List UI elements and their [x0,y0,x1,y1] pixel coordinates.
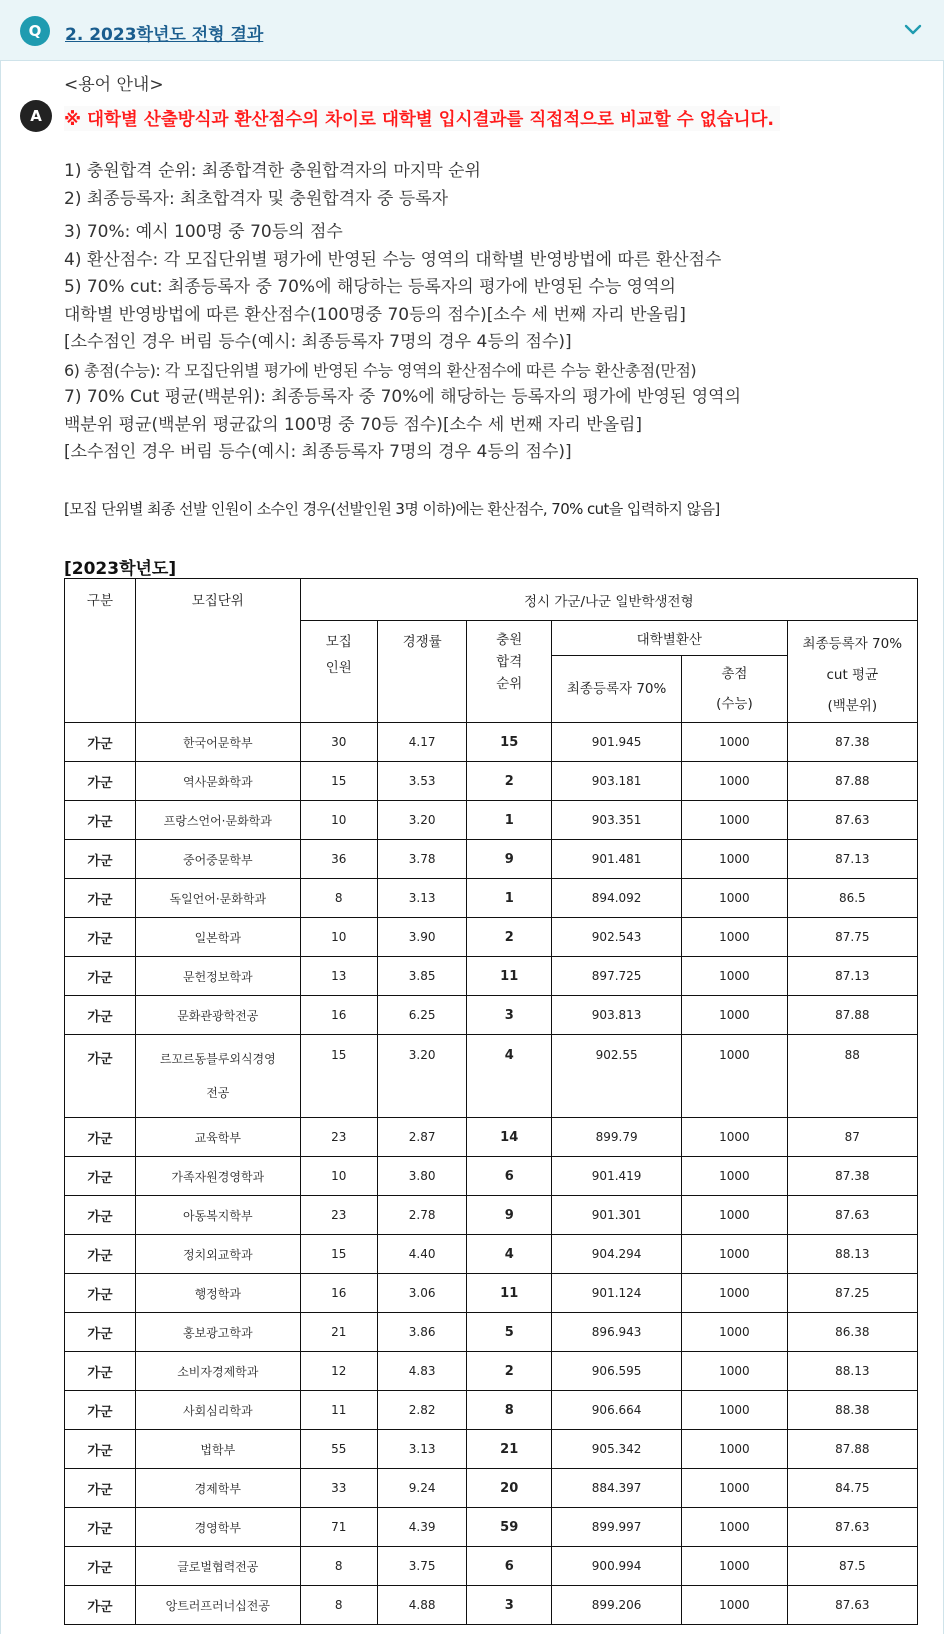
cell-quota: 16 [300,1274,377,1313]
cell-pct: 87.25 [787,1274,917,1313]
cell-unit: 경제학부 [135,1469,300,1508]
question-header[interactable] [0,0,944,61]
cell-gun: 가군 [65,1352,136,1391]
cell-competition: 4.17 [377,723,467,762]
cell-pct: 88.13 [787,1352,917,1391]
note-line: 1) 충원합격 순위: 최종합격한 충원합격자의 마지막 순위 [64,161,481,181]
notice-text: [모집 단위별 최종 선발 인원이 소수인 경우(선발인원 3명 이하)에는 환산점수, 70% cut을 입력하지 않음] [64,500,720,518]
cell-rank: 6 [467,1547,551,1586]
cell-rank: 8 [467,1391,551,1430]
cell-rank: 1 [467,801,551,840]
table-row [65,1235,918,1274]
cell-rank: 2 [467,762,551,801]
table-row [65,762,918,801]
cell-rank: 15 [467,723,551,762]
cell-gun: 가군 [65,801,136,840]
cell-conv70: 902.55 [551,1035,681,1118]
cell-unit: 일본학과 [135,918,300,957]
cell-rank: 11 [467,957,551,996]
cell-pct: 86.38 [787,1313,917,1352]
header-total: 총점 (수능) [682,656,787,723]
cell-gun: 가군 [65,840,136,879]
cell-gun: 가군 [65,1235,136,1274]
cell-quota: 16 [300,996,377,1035]
cell-total: 1000 [682,1352,787,1391]
cell-pct: 87.88 [787,762,917,801]
cell-pct: 87.75 [787,918,917,957]
cell-total: 1000 [682,1157,787,1196]
cell-competition: 4.40 [377,1235,467,1274]
cell-competition: 3.78 [377,840,467,879]
note-line: 4) 환산점수: 각 모집단위별 평가에 반영된 수능 영역의 대학별 반영방법에 따른 환산점수 [64,249,722,270]
cell-pct: 87.63 [787,1196,917,1235]
cell-gun: 가군 [65,1469,136,1508]
cell-rank: 6 [467,1157,551,1196]
cell-quota: 12 [300,1352,377,1391]
cell-quota: 11 [300,1391,377,1430]
cell-quota: 23 [300,1196,377,1235]
cell-total: 1000 [682,1547,787,1586]
cell-gun: 가군 [65,762,136,801]
header-gubun: 구분 [65,579,136,723]
cell-rank: 3 [467,996,551,1035]
table-row [65,1508,918,1547]
cell-conv70: 903.813 [551,996,681,1035]
cell-unit: 법학부 [135,1430,300,1469]
cell-pct: 86.5 [787,879,917,918]
cell-conv70: 905.342 [551,1430,681,1469]
cell-total: 1000 [682,1469,787,1508]
cell-gun: 가군 [65,1274,136,1313]
cell-gun: 가군 [65,879,136,918]
cell-unit: 한국어문학부 [135,723,300,762]
cell-gun: 가군 [65,1508,136,1547]
cell-conv70: 906.595 [551,1352,681,1391]
cell-competition: 3.80 [377,1157,467,1196]
cell-competition: 2.87 [377,1118,467,1157]
cell-total: 1000 [682,840,787,879]
cell-quota: 10 [300,801,377,840]
cell-competition: 4.83 [377,1352,467,1391]
cell-total: 1000 [682,762,787,801]
cell-quota: 13 [300,957,377,996]
cell-conv70: 901.124 [551,1274,681,1313]
cell-conv70: 899.997 [551,1508,681,1547]
table-row [65,801,918,840]
cell-pct: 87 [787,1118,917,1157]
cell-total: 1000 [682,1118,787,1157]
cell-unit: 독일언어·문화학과 [135,879,300,918]
table-row [65,1313,918,1352]
cell-rank: 5 [467,1313,551,1352]
cell-unit: 행정학과 [135,1274,300,1313]
cell-unit: 정치외교학과 [135,1235,300,1274]
cell-conv70: 884.397 [551,1469,681,1508]
cell-total: 1000 [682,1196,787,1235]
cell-conv70: 901.301 [551,1196,681,1235]
header-quota: 모집 인원 [300,621,377,723]
cell-conv70: 906.664 [551,1391,681,1430]
cell-quota: 15 [300,1235,377,1274]
header-competition: 경쟁률 [377,621,467,723]
cell-total: 1000 [682,1235,787,1274]
cell-total: 1000 [682,1035,787,1118]
cell-competition: 4.88 [377,1586,467,1625]
cell-gun: 가군 [65,723,136,762]
answer-badge: A [20,100,52,132]
cell-gun: 가군 [65,918,136,957]
cell-rank: 9 [467,1196,551,1235]
cell-gun: 가군 [65,1313,136,1352]
year-label: [2023학년도] [64,559,177,579]
table-row [65,1430,918,1469]
cell-pct: 87.38 [787,723,917,762]
cell-unit: 사회심리학과 [135,1391,300,1430]
note-line: [소수점인 경우 버림 등수(예시: 최종등록자 7명의 경우 4등의 점수)] [64,442,572,462]
header-group: 정시 가군/나군 일반학생전형 [300,579,917,621]
cell-conv70: 903.351 [551,801,681,840]
cell-unit: 문헌정보학과 [135,957,300,996]
cell-rank: 2 [467,918,551,957]
cell-unit: 글로벌협력전공 [135,1547,300,1586]
cell-gun: 가군 [65,1391,136,1430]
cell-rank: 1 [467,879,551,918]
cell-pct: 87.5 [787,1547,917,1586]
note-line: 2) 최종등록자: 최초합격자 및 충원합격자 중 등록자 [64,188,449,209]
table-row [65,1157,918,1196]
cell-competition: 3.20 [377,1035,467,1118]
cell-rank: 14 [467,1118,551,1157]
note-line: 백분위 평균(백분위 평균값의 100명 중 70등 점수)[소수 세 번째 자리 반올림] [64,414,643,435]
note-line: [소수점인 경우 버림 등수(예시: 최종등록자 7명의 경우 4등의 점수)] [64,332,572,352]
table-row [65,1196,918,1235]
table-row [65,1391,918,1430]
cell-pct: 87.63 [787,1586,917,1625]
cell-unit: 역사문화학과 [135,762,300,801]
cell-pct: 88 [787,1035,917,1118]
cell-competition: 4.39 [377,1508,467,1547]
cell-total: 1000 [682,879,787,918]
cell-unit: 소비자경제학과 [135,1352,300,1391]
table-row [65,879,918,918]
cell-pct: 87.88 [787,1430,917,1469]
table-row [65,996,918,1035]
cell-conv70: 897.725 [551,957,681,996]
cell-unit: 르꼬르동블루외식경영 전공 [135,1035,300,1118]
terms-heading: <용어 안내> [64,75,164,95]
cell-rank: 4 [467,1235,551,1274]
cell-rank: 4 [467,1035,551,1118]
cell-competition: 3.13 [377,879,467,918]
cell-quota: 10 [300,1157,377,1196]
cell-unit: 교육학부 [135,1118,300,1157]
cell-pct: 87.63 [787,1508,917,1547]
cell-quota: 21 [300,1313,377,1352]
cell-competition: 3.75 [377,1547,467,1586]
header-unit: 모집단위 [135,579,300,723]
cell-conv70: 902.543 [551,918,681,957]
cell-competition: 3.86 [377,1313,467,1352]
question-badge: Q [20,16,50,46]
cell-conv70: 894.092 [551,879,681,918]
cell-pct: 87.13 [787,840,917,879]
cell-competition: 2.82 [377,1391,467,1430]
cell-gun: 가군 [65,1118,136,1157]
cell-rank: 21 [467,1430,551,1469]
cell-pct: 84.75 [787,1469,917,1508]
cell-gun: 가군 [65,1586,136,1625]
cell-unit: 경영학부 [135,1508,300,1547]
cell-total: 1000 [682,957,787,996]
table-row [65,1118,918,1157]
cell-total: 1000 [682,723,787,762]
cell-conv70: 899.206 [551,1586,681,1625]
cell-rank: 2 [467,1352,551,1391]
cell-quota: 8 [300,1586,377,1625]
cell-conv70: 899.79 [551,1118,681,1157]
cell-rank: 59 [467,1508,551,1547]
question-title-link[interactable]: 2. 2023학년도 전형 결과 [65,25,264,45]
cell-unit: 아동복지학부 [135,1196,300,1235]
cell-rank: 3 [467,1586,551,1625]
cell-total: 1000 [682,918,787,957]
cell-conv70: 901.481 [551,840,681,879]
cell-competition: 2.78 [377,1196,467,1235]
cell-gun: 가군 [65,1035,136,1118]
cell-conv70: 901.945 [551,723,681,762]
table-row [65,918,918,957]
cell-conv70: 900.994 [551,1547,681,1586]
cell-pct: 87.38 [787,1157,917,1196]
header-conv: 대학별환산 [551,621,787,656]
cell-conv70: 904.294 [551,1235,681,1274]
cell-quota: 71 [300,1508,377,1547]
cell-total: 1000 [682,1274,787,1313]
results-table [64,578,918,1625]
warning-text: ※ 대학별 산출방식과 환산점수의 차이로 대학별 입시결과를 직접적으로 비교할 수 없습니다. [64,106,780,131]
cell-pct: 87.63 [787,801,917,840]
cell-gun: 가군 [65,1157,136,1196]
table-row [65,1035,918,1118]
cell-unit: 앙트러프러너십전공 [135,1586,300,1625]
table-row [65,1352,918,1391]
cell-quota: 23 [300,1118,377,1157]
cell-quota: 55 [300,1430,377,1469]
cell-conv70: 903.181 [551,762,681,801]
cell-gun: 가군 [65,1430,136,1469]
header-conv70: 최종등록자 70% [551,656,681,723]
cell-pct: 88.13 [787,1235,917,1274]
table-row [65,1469,918,1508]
note-line: 5) 70% cut: 최종등록자 중 70%에 해당하는 등록자의 평가에 반영된 수능 영역의 [64,277,676,297]
cell-total: 1000 [682,1313,787,1352]
header-pct: 최종등록자 70% cut 평균 (백분위) [787,621,917,723]
table-row [65,1274,918,1313]
cell-quota: 33 [300,1469,377,1508]
table-row [65,1586,918,1625]
cell-unit: 프랑스언어·문화학과 [135,801,300,840]
cell-quota: 30 [300,723,377,762]
cell-competition: 6.25 [377,996,467,1035]
cell-total: 1000 [682,1586,787,1625]
cell-total: 1000 [682,1391,787,1430]
cell-quota: 10 [300,918,377,957]
cell-quota: 15 [300,762,377,801]
cell-total: 1000 [682,1508,787,1547]
cell-rank: 11 [467,1274,551,1313]
cell-competition: 3.06 [377,1274,467,1313]
cell-quota: 8 [300,1547,377,1586]
term-notes [64,158,924,467]
cell-unit: 중어중문학부 [135,840,300,879]
cell-gun: 가군 [65,1547,136,1586]
cell-rank: 9 [467,840,551,879]
cell-pct: 87.13 [787,957,917,996]
table-row [65,957,918,996]
cell-unit: 가족자원경영학과 [135,1157,300,1196]
cell-unit: 홍보광고학과 [135,1313,300,1352]
table-row [65,840,918,879]
cell-pct: 88.38 [787,1391,917,1430]
note-line: 6) 총점(수능): 각 모집단위별 평가에 반영된 수능 영역의 환산점수에 따른 수능 환산총점(만점) [64,360,697,380]
cell-competition: 3.20 [377,801,467,840]
cell-competition: 3.90 [377,918,467,957]
cell-quota: 8 [300,879,377,918]
cell-conv70: 901.419 [551,1157,681,1196]
cell-total: 1000 [682,801,787,840]
cell-total: 1000 [682,1430,787,1469]
cell-rank: 20 [467,1469,551,1508]
cell-competition: 3.85 [377,957,467,996]
note-line: 7) 70% Cut 평균(백분위): 최종등록자 중 70%에 해당하는 등록자의 평가에 반영된 영역의 [64,387,741,407]
cell-gun: 가군 [65,996,136,1035]
cell-conv70: 896.943 [551,1313,681,1352]
cell-competition: 3.13 [377,1430,467,1469]
cell-unit: 문화관광학전공 [135,996,300,1035]
header-rank: 충원 합격 순위 [467,621,551,723]
note-line: 대학별 반영방법에 따른 환산점수(100명중 70등의 점수)[소수 세 번째 자리 반올림] [64,304,686,325]
cell-competition: 3.53 [377,762,467,801]
note-line: 3) 70%: 예시 100명 중 70등의 점수 [64,222,343,242]
cell-quota: 15 [300,1035,377,1118]
table-row [65,1547,918,1586]
cell-pct: 87.88 [787,996,917,1035]
cell-quota: 36 [300,840,377,879]
cell-gun: 가군 [65,1196,136,1235]
table-row [65,723,918,762]
chevron-up-icon[interactable] [902,18,924,40]
cell-gun: 가군 [65,957,136,996]
cell-competition: 9.24 [377,1469,467,1508]
cell-total: 1000 [682,996,787,1035]
